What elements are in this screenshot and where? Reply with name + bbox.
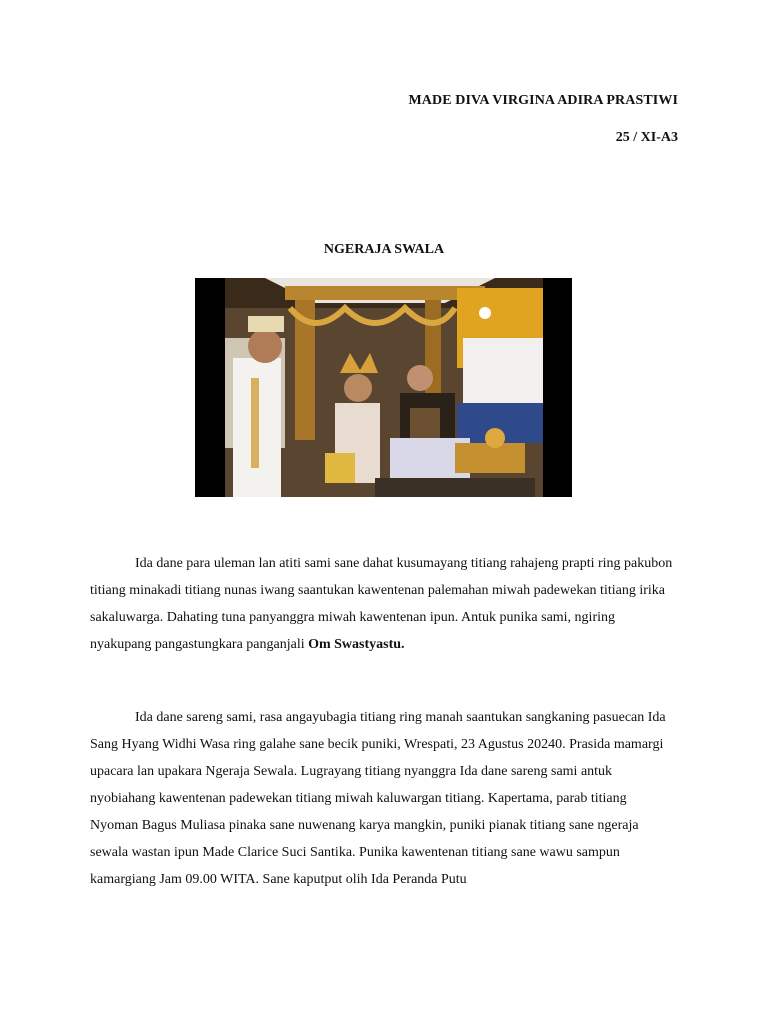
ceremony-photo — [195, 278, 572, 497]
paragraph-introduction: Ida dane sareng sami, rasa angayubagia titiang ring manah saantukan sangkaning pasuecan Ida Sang Hyang Widhi Wasa ring galahe sane becik puniki, Wrespati, 23 Agustus 20240. Prasida mamargi upacara lan upakara Ngeraja Sewala. Lugrayang titiang nyanggra Ida dane sareng sami antuk nyobiahang kawentenan padewekan titiang miwah kaluwargan titiang. Kapertama, parab titiang Nyoman Bagus Muliasa pinaka sane nuwenang karya mangkin, puniki pianak titiang sane ngeraja sewala wastan ipun Made Clarice Suci Santika. Punika kawentenan titiang sane wawu sampun kamargiang Jam 09.00 WITA. Sane kaputput olih Ida Peranda Putu — [90, 710, 666, 887]
paragraph-greeting-text: Ida dane para uleman lan atiti sami sane dahat kusumayang titiang rahajeng prapti ring pakubon titiang minakadi titiang nunas iwang saantukan kawentenan palemahan miwah padewekan titiang irika sakaluwarga. Dahating tuna panyanggra miwah kawentenan ipun. Antuk punika sami, ngiring nyakupang pangastungkara panganjali — [90, 556, 673, 652]
class-info: 25 / XI-A3 — [615, 130, 678, 145]
document-title: NGERAJA SWALA — [323, 242, 445, 257]
ceremony-photo-illustration — [195, 278, 572, 497]
paragraph-greeting — [90, 550, 678, 658]
author-name: MADE DIVA VIRGINA ADIRA PRASTIWI — [408, 93, 678, 108]
greeting-salutation: Om Swastyastu. — [308, 637, 405, 652]
